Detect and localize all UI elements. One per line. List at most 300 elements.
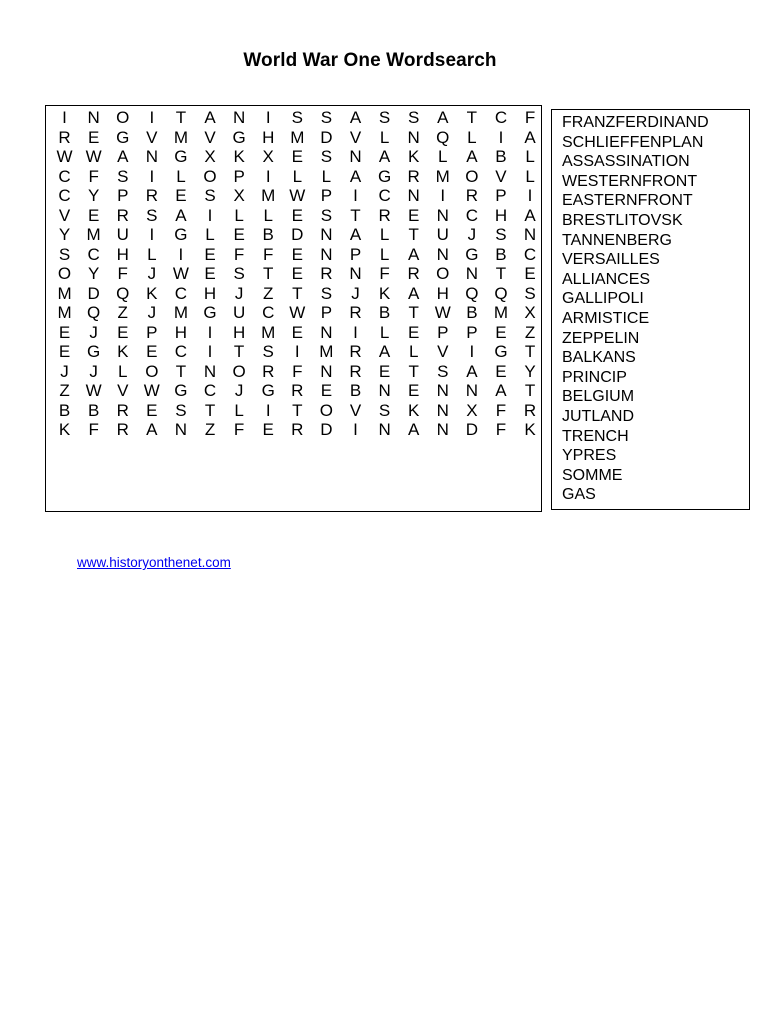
word-list-item: FRANZFERDINAND	[562, 114, 709, 131]
grid-letter: I	[149, 108, 155, 127]
grid-letter: A	[146, 420, 158, 439]
grid-letter: W	[85, 381, 102, 400]
grid-letter: Y	[58, 225, 71, 244]
grid-letter: L	[263, 205, 273, 225]
grid-letter: X	[524, 303, 536, 322]
grid-letter: C	[87, 244, 100, 264]
grid-letter: R	[291, 420, 304, 439]
grid-letter: X	[204, 147, 216, 166]
grid-letter: O	[116, 108, 130, 127]
grid-letter: O	[145, 361, 159, 381]
grid-letter: C	[465, 205, 478, 225]
grid-letter: M	[261, 322, 276, 342]
grid-letter: E	[146, 400, 158, 420]
grid-letter: E	[291, 322, 303, 342]
grid-letter: D	[291, 225, 304, 244]
grid-letter: E	[204, 244, 216, 264]
grid-letter: E	[524, 264, 536, 283]
grid-letter: O	[436, 264, 450, 283]
grid-letter: D	[87, 283, 100, 303]
word-list-item: TANNENBERG	[562, 231, 672, 249]
grid-letter: R	[291, 381, 304, 400]
grid-letter: R	[320, 264, 333, 283]
grid-letter: S	[233, 264, 245, 283]
grid-letter: S	[291, 108, 303, 127]
grid-letter: G	[465, 244, 479, 264]
grid-letter: L	[379, 127, 390, 147]
grid-letter: F	[88, 420, 99, 439]
grid-letter: N	[320, 244, 333, 264]
grid-letter: A	[524, 205, 536, 225]
grid-letter: J	[234, 381, 244, 400]
grid-letter: X	[262, 147, 274, 166]
grid-letter: R	[407, 264, 420, 283]
grid-letter: E	[87, 205, 100, 225]
word-list-item: PRINCIP	[562, 368, 627, 386]
word-list-item: VERSAILLES	[562, 251, 660, 269]
grid-letter: L	[438, 147, 448, 166]
grid-letter: T	[292, 283, 303, 303]
grid-letter: E	[320, 381, 333, 400]
grid-letter: R	[349, 303, 362, 322]
grid-letter: R	[465, 186, 478, 205]
grid-letter: T	[204, 400, 216, 420]
grid-letter: N	[349, 264, 362, 283]
grid-letter: F	[117, 264, 128, 283]
grid-letter: W	[289, 303, 306, 322]
grid-letter: E	[58, 322, 71, 342]
grid-letter: A	[378, 147, 391, 166]
grid-letter: E	[408, 205, 420, 225]
grid-letter: E	[291, 264, 303, 283]
grid-letter: L	[525, 147, 535, 166]
grid-letter: A	[437, 108, 449, 127]
grid-letter: G	[116, 127, 130, 147]
grid-letter: L	[147, 244, 157, 264]
grid-letter: L	[176, 166, 186, 186]
grid-letter: N	[436, 420, 449, 439]
word-list-item: TRENCH	[562, 427, 629, 445]
grid-letter: O	[57, 264, 72, 283]
grid-letter: Q	[465, 283, 479, 303]
grid-letter: Q	[87, 303, 101, 322]
grid-letter: T	[233, 342, 245, 361]
grid-letter: I	[265, 166, 271, 186]
grid-letter: L	[118, 361, 128, 381]
grid-letter: E	[495, 361, 507, 381]
grid-letter: B	[495, 244, 507, 264]
grid-letter: W	[434, 303, 451, 322]
grid-row	[50, 323, 545, 343]
grid-letter: M	[173, 303, 188, 322]
grid-letter: J	[60, 361, 69, 381]
grid-letter: S	[320, 147, 333, 166]
grid-letter: Y	[87, 186, 100, 205]
grid-letter: B	[466, 303, 478, 322]
grid-letter: H	[494, 205, 508, 225]
word-list-item: SOMME	[562, 466, 623, 484]
grid-letter: F	[233, 244, 245, 264]
grid-letter: A	[349, 108, 362, 127]
grid-row	[50, 245, 545, 265]
grid-letter: X	[233, 186, 245, 205]
grid-letter: S	[320, 205, 333, 225]
grid-letter: E	[408, 381, 420, 400]
grid-letter: P	[437, 322, 449, 342]
grid-letter: S	[495, 225, 507, 244]
grid-letter: P	[320, 303, 333, 322]
grid-letter: S	[204, 186, 216, 205]
grid-letter: I	[353, 322, 358, 342]
website-link[interactable]: www.historyonthenet.com	[77, 555, 231, 570]
grid-letter: B	[87, 400, 100, 420]
grid-letter: J	[467, 225, 477, 244]
grid-letter: F	[524, 108, 536, 127]
word-list-box	[551, 109, 750, 510]
grid-letter: A	[408, 420, 420, 439]
grid-letter: R	[145, 186, 158, 205]
grid-letter: J	[147, 303, 157, 322]
grid-letter: R	[349, 361, 362, 381]
grid-letter: L	[525, 166, 535, 186]
grid-letter: M	[435, 166, 450, 186]
grid-letter: T	[524, 381, 536, 400]
grid-letter: S	[58, 244, 71, 264]
grid-letter: N	[436, 205, 449, 225]
grid-letter: N	[203, 361, 217, 381]
grid-letter: D	[320, 420, 333, 439]
grid-letter: A	[349, 225, 362, 244]
grid-letter: P	[320, 186, 333, 205]
grid-letter: L	[379, 225, 390, 244]
grid-letter: H	[262, 127, 275, 147]
grid-letter: R	[116, 420, 129, 439]
letter-grid-box	[45, 105, 542, 512]
grid-letter: Z	[117, 303, 128, 322]
grid-letter: S	[146, 205, 158, 225]
grid-letter: V	[146, 127, 158, 147]
grid-letter: C	[203, 381, 217, 400]
grid-letter: A	[349, 166, 362, 186]
word-list-item: YPRES	[562, 447, 617, 465]
grid-row	[50, 206, 545, 226]
grid-letter: E	[146, 342, 158, 361]
grid-letter: E	[175, 186, 187, 205]
grid-row	[50, 128, 545, 148]
grid-letter: T	[350, 205, 361, 225]
grid-row	[50, 108, 545, 128]
grid-letter: I	[149, 166, 155, 186]
grid-letter: R	[116, 205, 129, 225]
grid-letter: V	[349, 400, 362, 420]
grid-letter: M	[261, 186, 276, 205]
grid-letter: N	[320, 361, 333, 381]
grid-letter: L	[321, 166, 332, 186]
grid-letter: N	[436, 400, 449, 420]
grid-letter: A	[204, 108, 216, 127]
grid-letter: K	[117, 342, 129, 361]
grid-letter: I	[149, 225, 155, 244]
grid-letter: N	[436, 244, 449, 264]
grid-letter: C	[174, 342, 188, 361]
grid-letter: I	[207, 342, 213, 361]
grid-letter: N	[349, 147, 362, 166]
grid-letter: A	[117, 147, 129, 166]
grid-letter: A	[408, 283, 420, 303]
word-list	[562, 113, 709, 505]
grid-letter: S	[320, 108, 333, 127]
grid-letter: E	[262, 420, 274, 439]
letter-grid	[50, 108, 544, 510]
grid-letter: G	[261, 381, 275, 400]
grid-letter: N	[145, 147, 158, 166]
grid-letter: V	[495, 166, 507, 186]
grid-letter: F	[263, 244, 274, 264]
grid-letter: L	[234, 205, 244, 225]
word-list-item: ASSASSINATION	[562, 153, 690, 171]
grid-letter: K	[58, 420, 71, 439]
grid-letter: F	[88, 166, 99, 186]
grid-letter: E	[291, 147, 303, 166]
word-list-item: BELGIUM	[562, 388, 635, 406]
grid-letter: O	[232, 361, 246, 381]
grid-letter: C	[262, 303, 275, 322]
grid-letter: T	[524, 342, 536, 361]
grid-letter: J	[351, 283, 360, 303]
grid-letter: H	[232, 322, 246, 342]
grid-letter: I	[265, 108, 271, 127]
word-list-item: ZEPPELIN	[562, 329, 640, 347]
grid-letter: E	[291, 244, 303, 264]
grid-letter: L	[234, 400, 244, 420]
grid-letter: T	[408, 225, 419, 244]
grid-letter: Z	[204, 420, 216, 439]
grid-letter: O	[203, 166, 217, 186]
grid-row	[50, 381, 545, 401]
grid-letter: K	[524, 420, 536, 439]
grid-letter: N	[436, 381, 449, 400]
grid-letter: V	[349, 127, 362, 147]
grid-letter: N	[465, 264, 478, 283]
grid-letter: B	[378, 303, 391, 322]
grid-letter: I	[498, 127, 504, 147]
grid-row	[50, 342, 545, 362]
grid-letter: C	[494, 108, 508, 127]
word-list-item: GALLIPOLI	[562, 290, 644, 308]
grid-letter: U	[232, 303, 246, 322]
grid-letter: N	[174, 420, 188, 439]
grid-letter: T	[408, 361, 419, 381]
grid-row	[50, 167, 545, 187]
grid-letter: E	[233, 225, 245, 244]
grid-letter: V	[204, 127, 216, 147]
grid-letter: R	[407, 166, 420, 186]
grid-letter: H	[116, 244, 129, 264]
word-list-item: EASTERNFRONT	[562, 192, 693, 210]
word-list-item: BALKANS	[562, 349, 636, 367]
grid-letter: L	[467, 127, 477, 147]
grid-letter: S	[320, 283, 333, 303]
grid-letter: T	[408, 303, 419, 322]
grid-letter: G	[377, 166, 392, 186]
grid-letter: W	[172, 264, 189, 283]
grid-letter: A	[175, 205, 187, 225]
grid-letter: P	[146, 322, 158, 342]
grid-letter: I	[265, 400, 271, 420]
grid-row	[50, 186, 545, 206]
grid-letter: L	[379, 322, 390, 342]
grid-letter: N	[407, 127, 420, 147]
grid-letter: I	[527, 186, 533, 205]
word-list-item: ALLIANCES	[562, 270, 651, 288]
grid-letter: A	[408, 244, 420, 264]
grid-letter: M	[290, 127, 305, 147]
grid-letter: G	[174, 381, 188, 400]
grid-letter: M	[57, 303, 72, 322]
grid-letter: G	[174, 147, 188, 166]
grid-letter: M	[493, 303, 509, 322]
grid-letter: B	[349, 381, 362, 400]
word-list-item: BRESTLITOVSK	[562, 211, 683, 229]
grid-letter: Z	[59, 381, 70, 400]
grid-letter: Q	[436, 127, 450, 147]
grid-letter: Z	[524, 322, 536, 342]
grid-letter: R	[349, 342, 362, 361]
grid-letter: E	[495, 322, 507, 342]
page-title: World War One Wordsearch	[243, 50, 497, 71]
grid-letter: N	[407, 186, 420, 205]
grid-letter: Q	[494, 283, 508, 303]
grid-letter: K	[233, 147, 245, 166]
grid-letter: B	[58, 400, 71, 420]
grid-letter: P	[233, 166, 245, 186]
grid-letter: V	[58, 205, 71, 225]
grid-letter: X	[466, 400, 478, 420]
grid-letter: P	[466, 322, 478, 342]
grid-letter: G	[494, 342, 508, 361]
grid-letter: C	[174, 283, 188, 303]
grid-letter: I	[294, 342, 300, 361]
word-list-item: JUTLAND	[562, 407, 635, 425]
grid-letter: B	[495, 147, 507, 166]
grid-letter: R	[378, 205, 391, 225]
grid-letter: E	[117, 322, 129, 342]
grid-letter: E	[378, 361, 391, 381]
grid-letter: D	[320, 127, 333, 147]
grid-letter: F	[379, 264, 390, 283]
grid-letter: S	[378, 400, 391, 420]
grid-letter: O	[319, 400, 333, 420]
grid-letter: C	[378, 186, 391, 205]
word-list-item: SCHLIEFFENPLAN	[562, 133, 704, 151]
grid-letter: P	[495, 186, 507, 205]
grid-letter: R	[262, 361, 275, 381]
grid-letter: M	[86, 225, 101, 244]
grid-letter: K	[378, 283, 391, 303]
grid-letter: T	[175, 361, 187, 381]
grid-letter: I	[207, 205, 213, 225]
grid-letter: A	[466, 147, 478, 166]
grid-letter: J	[89, 322, 98, 342]
grid-letter: N	[320, 225, 333, 244]
grid-letter: M	[173, 127, 188, 147]
grid-letter: C	[58, 186, 71, 205]
grid-letter: G	[174, 225, 188, 244]
grid-letter: D	[465, 420, 478, 439]
grid-letter: H	[203, 283, 217, 303]
grid-letter: K	[408, 400, 420, 420]
grid-letter: W	[289, 186, 306, 205]
grid-letter: V	[437, 342, 449, 361]
grid-letter: A	[378, 342, 391, 361]
grid-letter: F	[233, 420, 245, 439]
grid-letter: N	[232, 108, 246, 127]
grid-letter: G	[203, 303, 217, 322]
grid-letter: R	[116, 400, 129, 420]
grid-letter: E	[408, 322, 420, 342]
grid-letter: S	[175, 400, 187, 420]
grid-letter: J	[234, 283, 244, 303]
grid-letter: L	[205, 225, 215, 244]
grid-letter: P	[117, 186, 129, 205]
grid-letter: T	[292, 400, 303, 420]
grid-letter: G	[232, 127, 246, 147]
grid-letter: W	[85, 147, 102, 166]
grid-letter: H	[174, 322, 188, 342]
grid-letter: Y	[524, 361, 536, 381]
grid-letter: S	[378, 108, 391, 127]
grid-row	[50, 362, 545, 382]
grid-letter: P	[349, 244, 362, 264]
grid-letter: W	[143, 381, 160, 400]
grid-letter: F	[292, 361, 303, 381]
grid-letter: T	[175, 108, 187, 127]
grid-letter: C	[58, 166, 71, 186]
grid-letter: N	[378, 420, 391, 439]
grid-letter: E	[58, 342, 71, 361]
grid-row	[50, 225, 545, 245]
grid-letter: U	[116, 225, 129, 244]
grid-letter: I	[62, 108, 67, 127]
grid-row	[50, 401, 545, 421]
grid-letter: T	[466, 108, 478, 127]
grid-letter: A	[466, 361, 478, 381]
grid-letter: Z	[263, 283, 274, 303]
grid-letter: M	[57, 283, 72, 303]
word-list-item: WESTERNFRONT	[562, 172, 698, 190]
grid-letter: E	[291, 205, 303, 225]
grid-letter: E	[87, 127, 100, 147]
grid-letter: T	[263, 264, 274, 283]
grid-letter: O	[465, 166, 479, 186]
grid-letter: L	[292, 166, 303, 186]
grid-letter: E	[204, 264, 216, 283]
grid-letter: S	[408, 108, 420, 127]
grid-letter: R	[58, 127, 71, 147]
grid-row	[50, 303, 545, 323]
grid-letter: B	[262, 225, 274, 244]
grid-letter: J	[147, 264, 157, 283]
grid-row	[50, 264, 545, 284]
word-list-item: GAS	[562, 486, 596, 504]
grid-letter: K	[146, 283, 158, 303]
grid-letter: N	[378, 381, 391, 400]
grid-letter: Y	[87, 264, 100, 283]
grid-letter: I	[353, 420, 358, 439]
grid-letter: N	[523, 225, 537, 244]
grid-letter: S	[117, 166, 129, 186]
grid-letter: N	[320, 322, 333, 342]
